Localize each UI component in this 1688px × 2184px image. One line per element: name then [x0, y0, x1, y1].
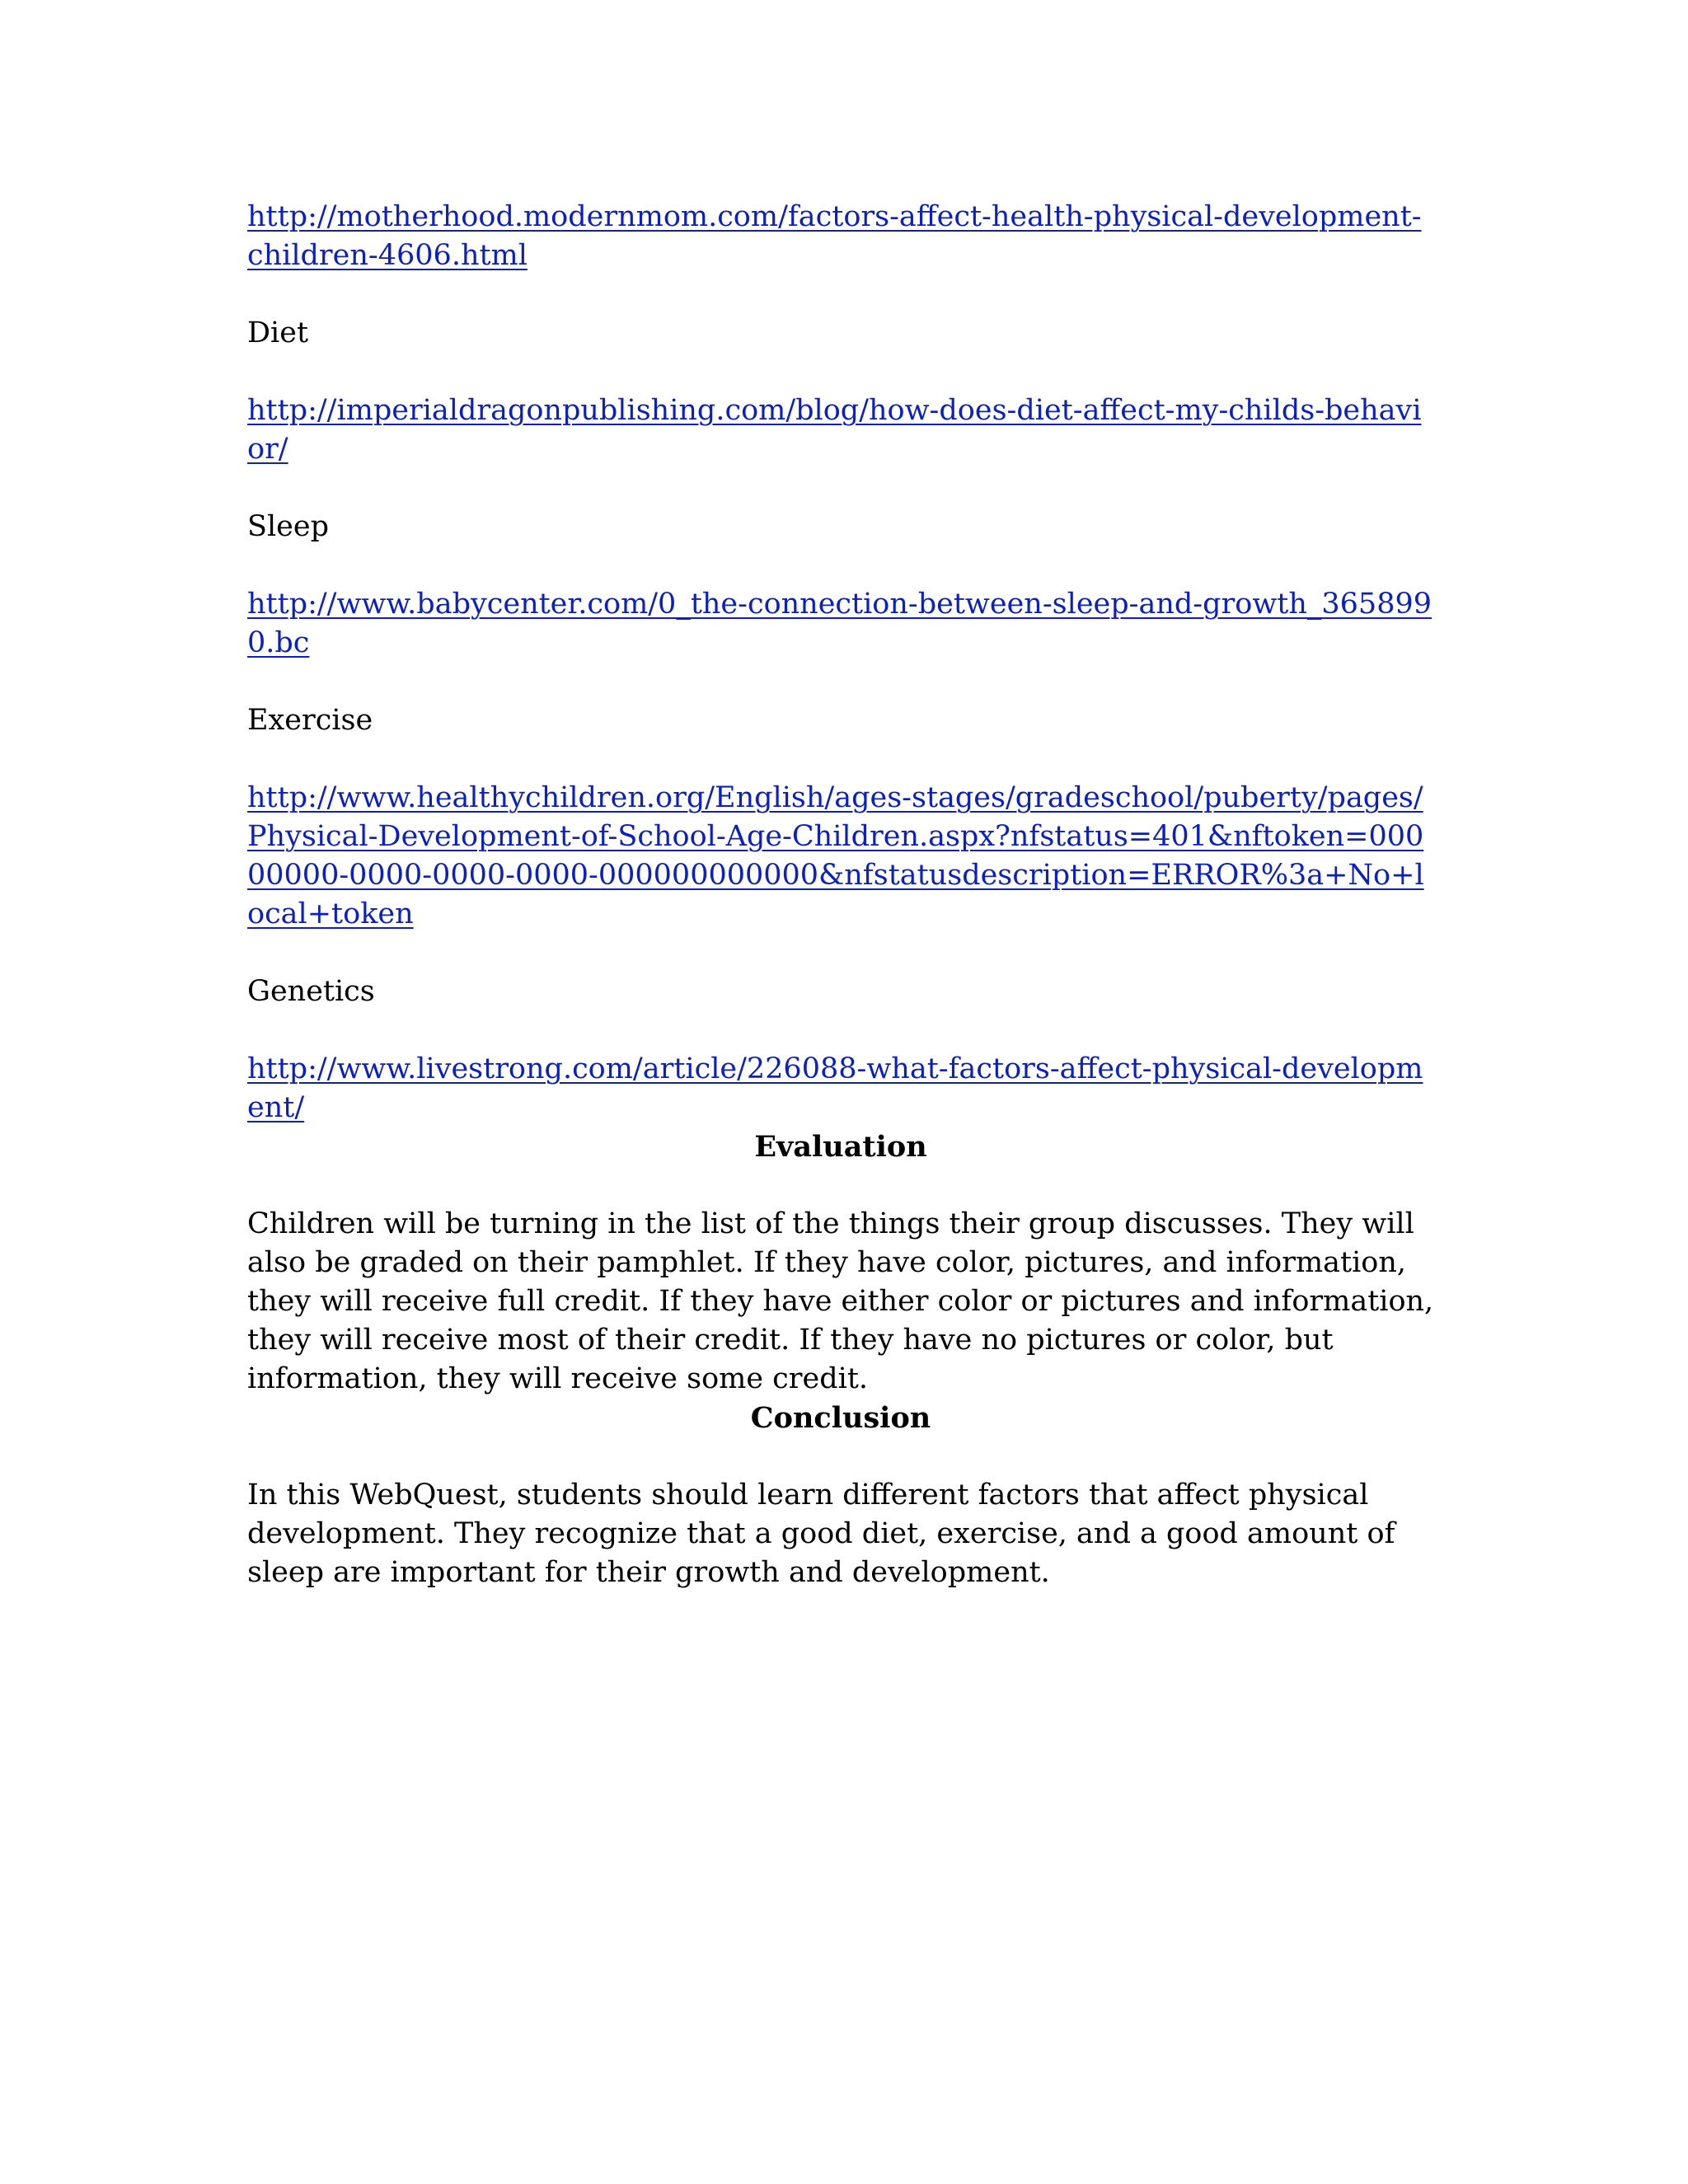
section-label-genetics: Genetics: [247, 975, 375, 1008]
section-label-exercise: Exercise: [247, 704, 373, 737]
resource-link-modernmom[interactable]: http://motherhood.modernmom.com/factors-affect-health-physical-development-children-4606.html: [247, 200, 1422, 272]
section-label-sleep: Sleep: [247, 510, 330, 543]
conclusion-paragraph: In this WebQuest, students should learn different factors that affect physical development. They recognize that a good diet, exercise, and a good amount of sleep are important for their growth and development.: [247, 1479, 1395, 1589]
conclusion-heading: Conclusion: [750, 1401, 931, 1435]
section-label-diet: Diet: [247, 316, 309, 349]
resource-link-imperialdragon[interactable]: http://imperialdragonpublishing.com/blog/how-does-diet-affect-my-childs-behavior/: [247, 394, 1422, 466]
resource-link-healthychildren[interactable]: http://www.healthychildren.org/English/ages-stages/gradeschool/puberty/pages/Physical-Development-of-School-Age-Children.aspx?nfstatus=401&nftoken=00000000-0000-0000-0000-000000000000&nfstatusdescription=ERROR%3a+No+local+token: [247, 781, 1424, 930]
evaluation-heading: Evaluation: [754, 1130, 927, 1164]
document-page: [247, 198, 1434, 1592]
resource-link-babycenter[interactable]: http://www.babycenter.com/0_the-connection-between-sleep-and-growth_3658990.bc: [247, 588, 1432, 659]
resource-link-livestrong[interactable]: http://www.livestrong.com/article/226088-what-factors-affect-physical-development/: [247, 1052, 1423, 1124]
evaluation-paragraph: Children will be turning in the list of the things their group discusses. They will also be graded on their pamphlet. If they have color, pictures, and information, they will receive full credit. If they have either color or pictures and information, they will receive most of their credit. If they have no pictures or color, but information, they will receive some credit.: [247, 1207, 1434, 1395]
